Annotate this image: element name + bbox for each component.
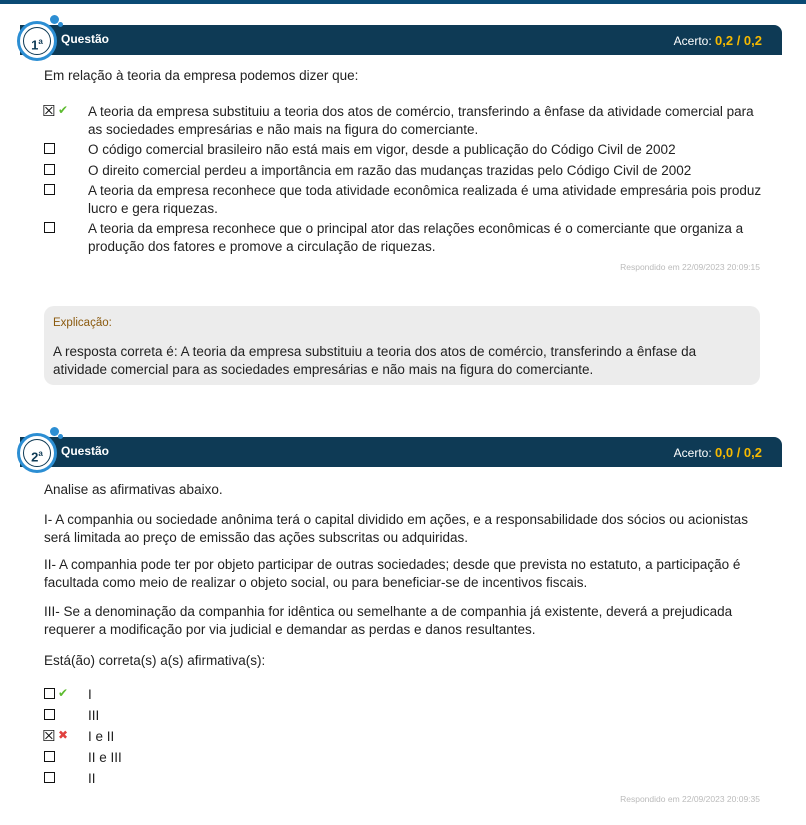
correct-check-icon: ✔ — [58, 686, 69, 700]
question-number-suffix: a — [38, 37, 43, 46]
question-2-header — [20, 437, 782, 467]
question-number: 1 — [31, 37, 39, 53]
question-number: 2 — [31, 449, 39, 465]
checkbox[interactable] — [44, 222, 55, 233]
badge-bubble-small-icon — [58, 22, 63, 27]
checkbox-checked-icon[interactable]: ☒ — [42, 728, 56, 745]
checkbox[interactable] — [44, 772, 55, 783]
question-number-suffix: a — [38, 449, 43, 458]
explanation-box — [44, 306, 760, 385]
top-accent-bar — [0, 0, 806, 4]
option-text: A teoria da empresa reconhece que o principal ator das relações econômicas é o comerciante que organiza a produção dos fatores e promove a circulação de riquezas. — [88, 221, 744, 254]
question-number-badge — [17, 21, 57, 61]
option-text: A teoria da empresa reconhece que toda atividade econômica realizada é uma atividade empresária pois produz lucro e gera riquezas. — [88, 183, 762, 216]
max-score: 0,2 — [743, 33, 762, 48]
checkbox[interactable] — [44, 184, 55, 195]
checkbox[interactable] — [44, 688, 55, 699]
answered-timestamp: Respondido em 22/09/2023 20:09:35 — [620, 794, 760, 804]
question-number-badge — [17, 433, 57, 473]
question-statement: Analise as afirmativas abaixo. — [44, 482, 223, 497]
question-statement: Em relação à teoria da empresa podemos dizer que: — [44, 68, 359, 83]
option-text: O direito comercial perdeu a importância em razão das mudanças trazidas pelo Código Civil de 2002 — [88, 163, 692, 178]
question-label: Questão — [61, 32, 110, 46]
checkbox-checked-icon[interactable]: ☒ — [42, 103, 56, 120]
option-text: II e III — [88, 750, 122, 765]
badge-bubble-small-icon — [58, 434, 63, 439]
acerto-score: Acerto: 0,0 / 0,2 — [673, 445, 762, 460]
explanation-title: Explicação: — [53, 317, 112, 329]
checkbox[interactable] — [44, 164, 55, 175]
correct-check-icon: ✔ — [58, 103, 69, 117]
answered-timestamp: Respondido em 22/09/2023 20:09:15 — [620, 262, 760, 272]
option-text: I e II — [88, 729, 115, 744]
acerto-label: Acerto: — [673, 34, 712, 48]
question-label: Questão — [61, 444, 110, 458]
wrong-cross-icon: ✖ — [58, 728, 69, 742]
option-text: A teoria da empresa substituiu a teoria dos atos de comércio, transferindo a ênfase da atividade comercial para as sociedades empresárias e não mais na figura do comerciante. — [88, 104, 754, 137]
explanation-text: A resposta correta é: A teoria da empresa substituiu a teoria dos atos de comércio, transferindo a ênfase da atividade comercial para as sociedades empresárias e não mais na figura do comerciante. — [53, 344, 697, 377]
score-value: 0,2 — [715, 33, 734, 48]
acerto-score: Acerto: 0,2 / 0,2 — [673, 33, 762, 48]
checkbox[interactable] — [44, 143, 55, 154]
checkbox[interactable] — [44, 709, 55, 720]
option-text: O código comercial brasileiro não está mais em vigor, desde a publicação do Código Civil de 2002 — [88, 142, 676, 157]
max-score: 0,2 — [743, 445, 762, 460]
checkbox[interactable] — [44, 751, 55, 762]
acerto-label: Acerto: — [673, 446, 712, 460]
affirmative-2: II- A companhia pode ter por objeto participar de outras sociedades; desde que prevista no estatuto, a participação é facultada como meio de realizar o objeto social, ou para beneficiar-se de incentivos fiscais. — [44, 557, 741, 590]
option-text: II — [88, 771, 96, 786]
affirmative-1: I- A companhia ou sociedade anônima terá o capital dividido em ações, e a responsabilidade dos sócios ou acionistas será limitada ao preço de emissão das ações subscritas ou adquiridas. — [44, 512, 748, 545]
affirmative-3: III- Se a denominação da companhia for idêntica ou semelhante a de companhia já existente, deverá a prejudicada requerer a modificação por via judicial e demandar as perdas e danos resultantes. — [44, 604, 733, 637]
question-1-header — [20, 25, 782, 55]
option-text: III — [88, 708, 100, 723]
score-value: 0,0 — [715, 445, 734, 460]
option-text: I — [88, 687, 92, 702]
question-prompt: Está(ão) correta(s) a(s) afirmativa(s): — [44, 653, 266, 668]
